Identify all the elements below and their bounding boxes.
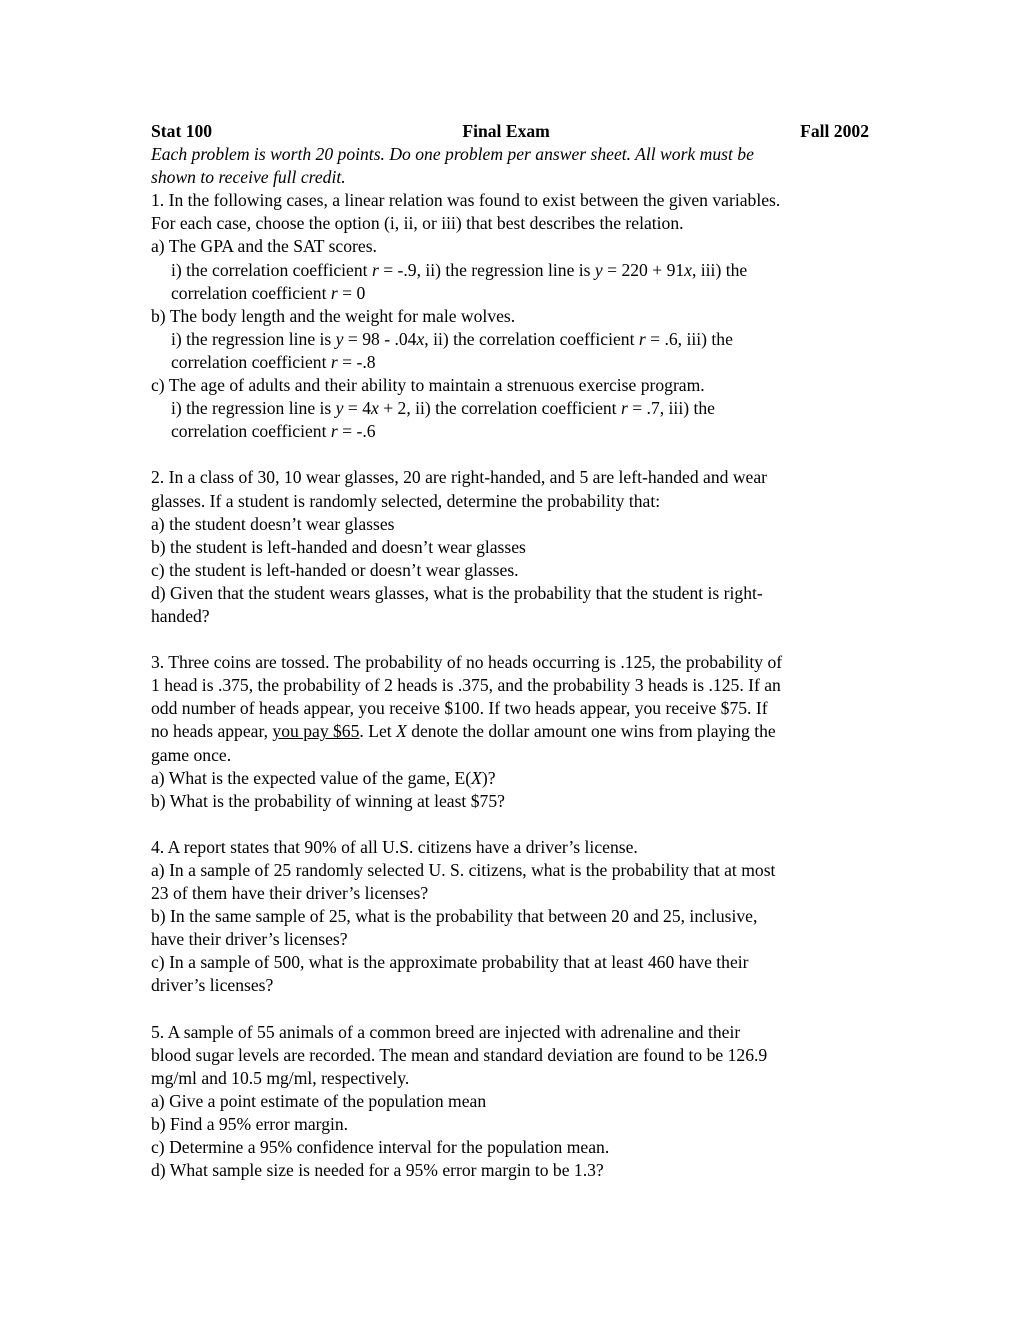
problem-1 — [151, 189, 869, 443]
problem-1-intro: 1. In the following cases, a linear relation was found to exist between the given variables. — [151, 190, 781, 211]
problem-2-line: glasses. If a student is randomly selected, determine the probability that: — [151, 490, 661, 511]
underlined-phrase: you pay $65 — [272, 721, 360, 742]
problem-4-line: driver’s licenses? — [151, 975, 274, 996]
problem-5-line: mg/ml and 10.5 mg/ml, respectively. — [151, 1067, 410, 1088]
exam-page — [151, 120, 869, 1182]
spacer — [151, 628, 869, 651]
problem-3-line: 1 head is .375, the probability of 2 heads is .375, and the probability 3 heads is .125. If an — [151, 675, 781, 696]
problem-1c-options-cont: correlation coefficient r = -.6 — [171, 421, 376, 442]
problem-1c-options: i) the regression line is y = 4x + 2, ii) the correlation coefficient r = .7, iii) the — [171, 398, 715, 419]
problem-2-line: a) the student doesn’t wear glasses — [151, 513, 395, 534]
instructions-line: Each problem is worth 20 points. Do one problem per answer sheet. All work must be — [151, 144, 754, 165]
problem-5-line: b) Find a 95% error margin. — [151, 1114, 349, 1135]
problem-2-line: b) the student is left-handed and doesn’t wear glasses — [151, 536, 526, 557]
problem-4-line: 23 of them have their driver’s licenses? — [151, 883, 429, 904]
spacer — [151, 998, 869, 1021]
problem-3a-question: a) What is the expected value of the game, E(X)? — [151, 767, 496, 788]
exam-header — [151, 120, 869, 143]
problem-3b-question: b) What is the probability of winning at least $75? — [151, 790, 505, 811]
problem-5-line: a) Give a point estimate of the population mean — [151, 1090, 487, 1111]
problem-4 — [151, 836, 869, 998]
spacer — [151, 443, 869, 466]
exam-title: Final Exam — [462, 121, 550, 141]
problem-2-line: c) the student is left-handed or doesn’t wear glasses. — [151, 559, 519, 580]
problem-2-line: handed? — [151, 605, 210, 626]
problem-1a-options: i) the correlation coefficient r = -.9, ii) the regression line is y = 220 + 91x, iii) the — [171, 259, 748, 280]
problem-4-line: c) In a sample of 500, what is the approximate probability that at least 460 have their — [151, 952, 749, 973]
problem-1c-question: c) The age of adults and their ability to maintain a strenuous exercise program. — [151, 375, 705, 396]
problem-5-line: c) Determine a 95% confidence interval for the population mean. — [151, 1137, 610, 1158]
problem-1a-options-cont: correlation coefficient r = 0 — [171, 282, 366, 303]
problem-3-line: odd number of heads appear, you receive $100. If two heads appear, you receive $75. If — [151, 698, 768, 719]
problem-3-line: 3. Three coins are tossed. The probability of no heads occurring is .125, the probability of — [151, 652, 783, 673]
spacer — [151, 813, 869, 836]
problem-4-line: have their driver’s licenses? — [151, 929, 348, 950]
exam-term: Fall 2002 — [800, 121, 869, 141]
problem-2-line: d) Given that the student wears glasses, what is the probability that the student is right- — [151, 582, 763, 603]
problem-4-line: b) In the same sample of 25, what is the probability that between 20 and 25, inclusive, — [151, 906, 758, 927]
problem-1b-options: i) the regression line is y = 98 - .04x, ii) the correlation coefficient r = .6, iii) the — [171, 328, 733, 349]
problem-5-line: blood sugar levels are recorded. The mean and standard deviation are found to be 126.9 — [151, 1044, 768, 1065]
problem-1b-question: b) The body length and the weight for male wolves. — [151, 305, 516, 326]
problem-1a-question: a) The GPA and the SAT scores. — [151, 236, 377, 257]
problem-4-line: 4. A report states that 90% of all U.S. citizens have a driver’s license. — [151, 836, 638, 857]
problem-5-line: 5. A sample of 55 animals of a common breed are injected with adrenaline and their — [151, 1021, 741, 1042]
problem-5 — [151, 1021, 869, 1183]
problem-1b-options-cont: correlation coefficient r = -.8 — [171, 351, 376, 372]
problem-5-line: d) What sample size is needed for a 95% error margin to be 1.3? — [151, 1160, 604, 1181]
problem-3-line: game once. — [151, 744, 232, 765]
problem-4-line: a) In a sample of 25 randomly selected U. S. citizens, what is the probability that at most — [151, 860, 776, 880]
problem-3 — [151, 651, 869, 813]
problem-2-line: 2. In a class of 30, 10 wear glasses, 20 are right-handed, and 5 are left-handed and wear — [151, 467, 768, 488]
problem-2 — [151, 466, 869, 628]
course-title: Stat 100 — [151, 121, 213, 141]
problem-1-intro: For each case, choose the option (i, ii, or iii) that best describes the relation. — [151, 213, 684, 234]
instructions-line: shown to receive full credit. — [151, 167, 346, 188]
problem-3-line: no heads appear, you pay $65. Let X denote the dollar amount one wins from playing the — [151, 721, 776, 742]
